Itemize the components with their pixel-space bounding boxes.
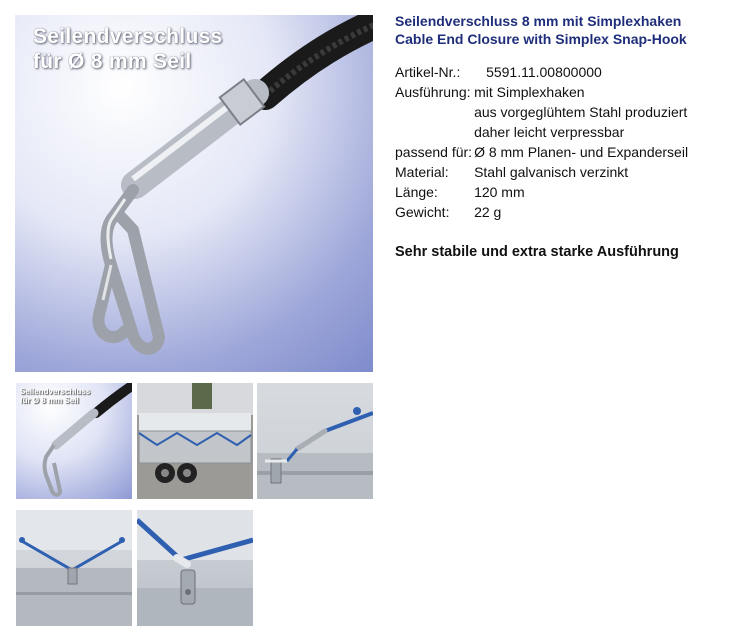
thumbnail-hook-closeup[interactable] [137,510,253,626]
thumbnail-caption-line1: Seilendverschluss [20,387,91,396]
thumbnail-caption-line2: für Ø 8 mm Seil [20,396,79,405]
spec-value: Ø 8 mm Planen- und Expanderseil [474,144,689,160]
tarp-rope-image [16,510,132,626]
highlight-note: Sehr stabile und extra starke Ausführung [395,244,679,260]
thumbnail-trailer[interactable] [137,383,253,499]
main-image-caption-line1: Seilendverschluss [33,25,223,48]
spec-row-execution-cont [395,122,688,142]
thumbnail-product[interactable] [16,383,132,499]
spec-label: Gewicht: [395,204,450,220]
main-product-image [15,15,373,372]
spec-row-fits [395,142,688,162]
product-title-de: Seilendverschluss 8 mm mit Simplexhaken [395,13,682,29]
hook-detail-image [257,383,373,499]
spec-value: 22 g [474,204,502,220]
spec-value: 5591.11.00800000 [486,64,602,80]
thumbnail-hook-detail[interactable] [257,383,373,499]
main-image-caption-line2: für Ø 8 mm Seil [33,50,192,73]
hook-closeup-image [137,510,253,626]
thumbnail-tarp-rope[interactable] [16,510,132,626]
spec-label: Material: [395,164,449,180]
product-info [395,12,745,260]
trailer-image [137,383,253,499]
spec-label: passend für: [395,144,473,160]
spec-table [395,62,688,222]
spec-row-execution [395,82,688,102]
spec-row-material [395,162,688,182]
spec-label: Artikel-Nr.: [395,64,461,80]
spec-row-article [395,62,688,82]
spec-label: Ausführung: [395,84,471,100]
spec-value: daher leicht verpressbar [474,124,625,140]
spec-label: Länge: [395,184,438,200]
spec-value: mit Simplexhaken [474,84,585,100]
spec-value: 120 mm [474,184,525,200]
spec-value: Stahl galvanisch verzinkt [474,164,629,180]
spec-row-weight [395,202,688,222]
spec-row-length [395,182,688,202]
spec-value: aus vorgeglühtem Stahl produziert [474,104,688,120]
spec-row-execution-cont [395,102,688,122]
product-title-en: Cable End Closure with Simplex Snap-Hook [395,31,687,47]
